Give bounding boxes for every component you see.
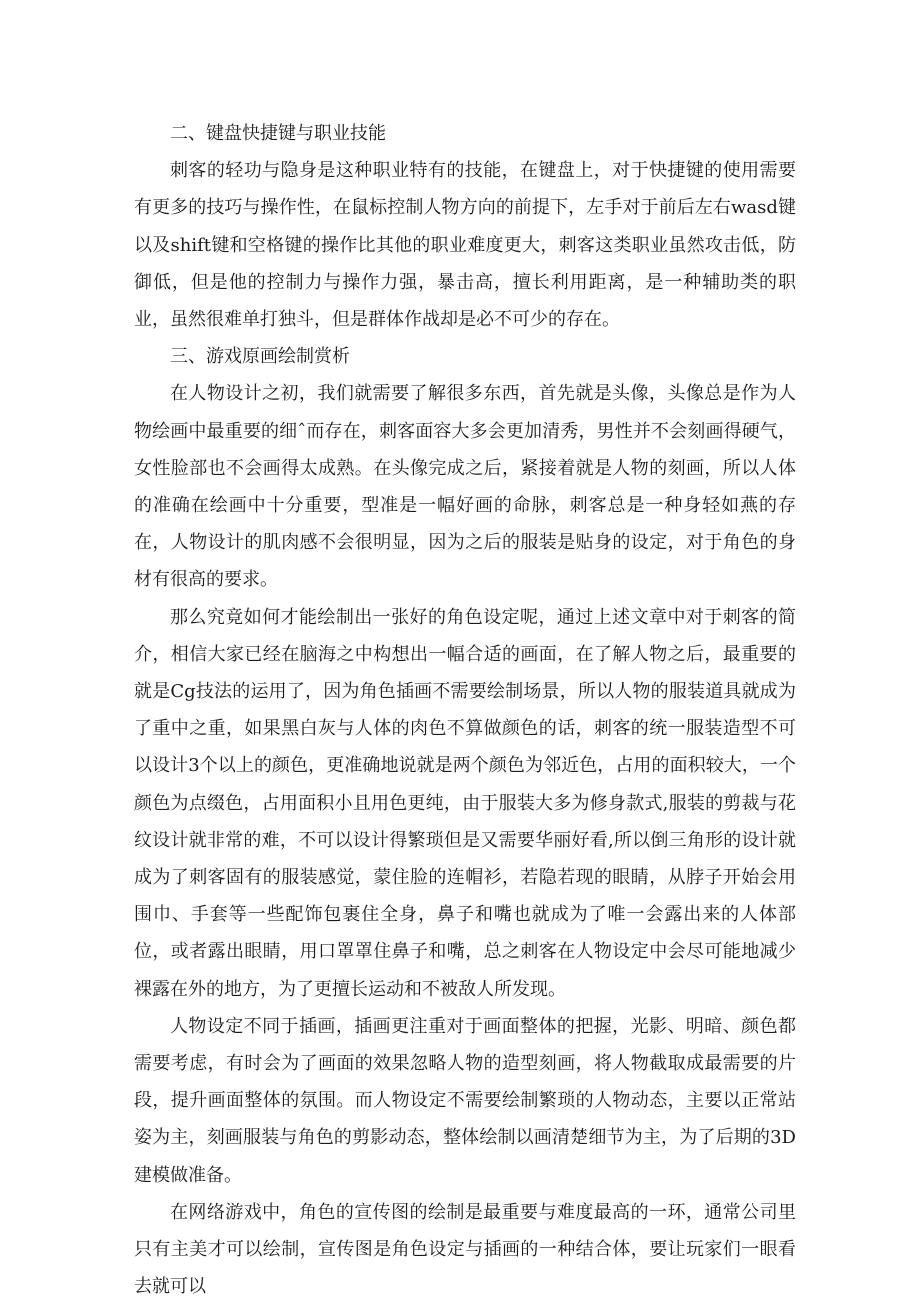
document-page xyxy=(134,115,796,1306)
paragraph-assassin-skills: 刺客的轻功与隐身是这种职业特有的技能，在键盘上，对于快捷键的使用需要有更多的技巧与操作性，在鼠标控制人物方向的前提下，左手对于前后左右wasd键以及shift键和空格键的操作比其他的职业难度更大，刺客这类职业虽然攻击低，防御低，但是他的控制力与操作力强，暴击高，擅长利用距离，是一种辅助类的职业，虽然很难单打独斗，但是群体作战却是必不可少的存在。 xyxy=(134,160,796,331)
paragraph-promo-art: 在网络游戏中，角色的宣传图的绘制是最重要与难度最高的一环，通常公司里只有主美才可以绘制，宣传图是角色设定与插画的一种结合体，要让玩家们一眼看去就可以 xyxy=(134,1201,796,1298)
section-heading-concept-art: 三、游戏原画绘制赏析 xyxy=(170,346,350,368)
paragraph-character-design: 在人物设计之初，我们就需要了解很多东西，首先就是头像，头像总是作为人物绘画中最重要的细ˆ而存在，刺客面容大多会更加清秀，男性并不会刻画得硬气，女性脸部也不会画得太成熟。在头像完成之后，紧接着就是人物的刻画，所以人体的准确在绘画中十分重要，型准是一幅好画的命脉，刺客总是一种身轻如燕的存在，人物设计的肌肉感不会很明显，因为之后的服装是贴身的设定，对于角色的身材有很高的要求。 xyxy=(134,383,796,591)
section-heading-keyboard: 二、键盘快捷键与职业技能 xyxy=(170,123,386,144)
paragraph-setting-vs-illustration: 人物设定不同于插画，插画更注重对于画面整体的把握，光影、明暗、颜色都需要考虑，有时会为了画面的效果忽略人物的造型刻画，将人物截取成最需要的片段，提升画面整体的氛围。而人物设定不需要绘制繁琐的人物动态，主要以正常站姿为主，刻画服装与角色的剪影动态，整体绘制以画清楚细节为主，为了后期的3D建模做准备。 xyxy=(134,1015,796,1186)
paragraph-costume-design: 那么究竟如何才能绘制出一张好的角色设定呢，通过上述文章中对于刺客的简介，相信大家已经在脑海之中构想出一幅合适的画面，在了解人物之后，最重要的就是Cg技法的运用了，因为角色插画不需要绘制场景，所以人物的服装道具就成为了重中之重，如果黑白灰与人体的肉色不算做颜色的话，刺客的统一服装造型不可以设计3个以上的颜色，更准确地说就是两个颜色为邻近色，占用的面积较大，一个颜色为点缀色，占用面积小且用色更纯，由于服装大多为修身款式,服装的剪裁与花纹设计就非常的难，不可以设计得繁琐但是又需要华丽好看,所以倒三角形的设计就成为了刺客固有的服装感觉，蒙住脸的连帽衫，若隐若现的眼睛，从脖子开始会用围巾、手套等一些配饰包裹住全身，鼻子和嘴也就成为了唯一会露出来的人体部位，或者露出眼睛，用口罩罩住鼻子和嘴，总之刺客在人物设定中会尽可能地减少裸露在外的地方，为了更擅长运动和不被敌人所发现。 xyxy=(134,606,796,1000)
